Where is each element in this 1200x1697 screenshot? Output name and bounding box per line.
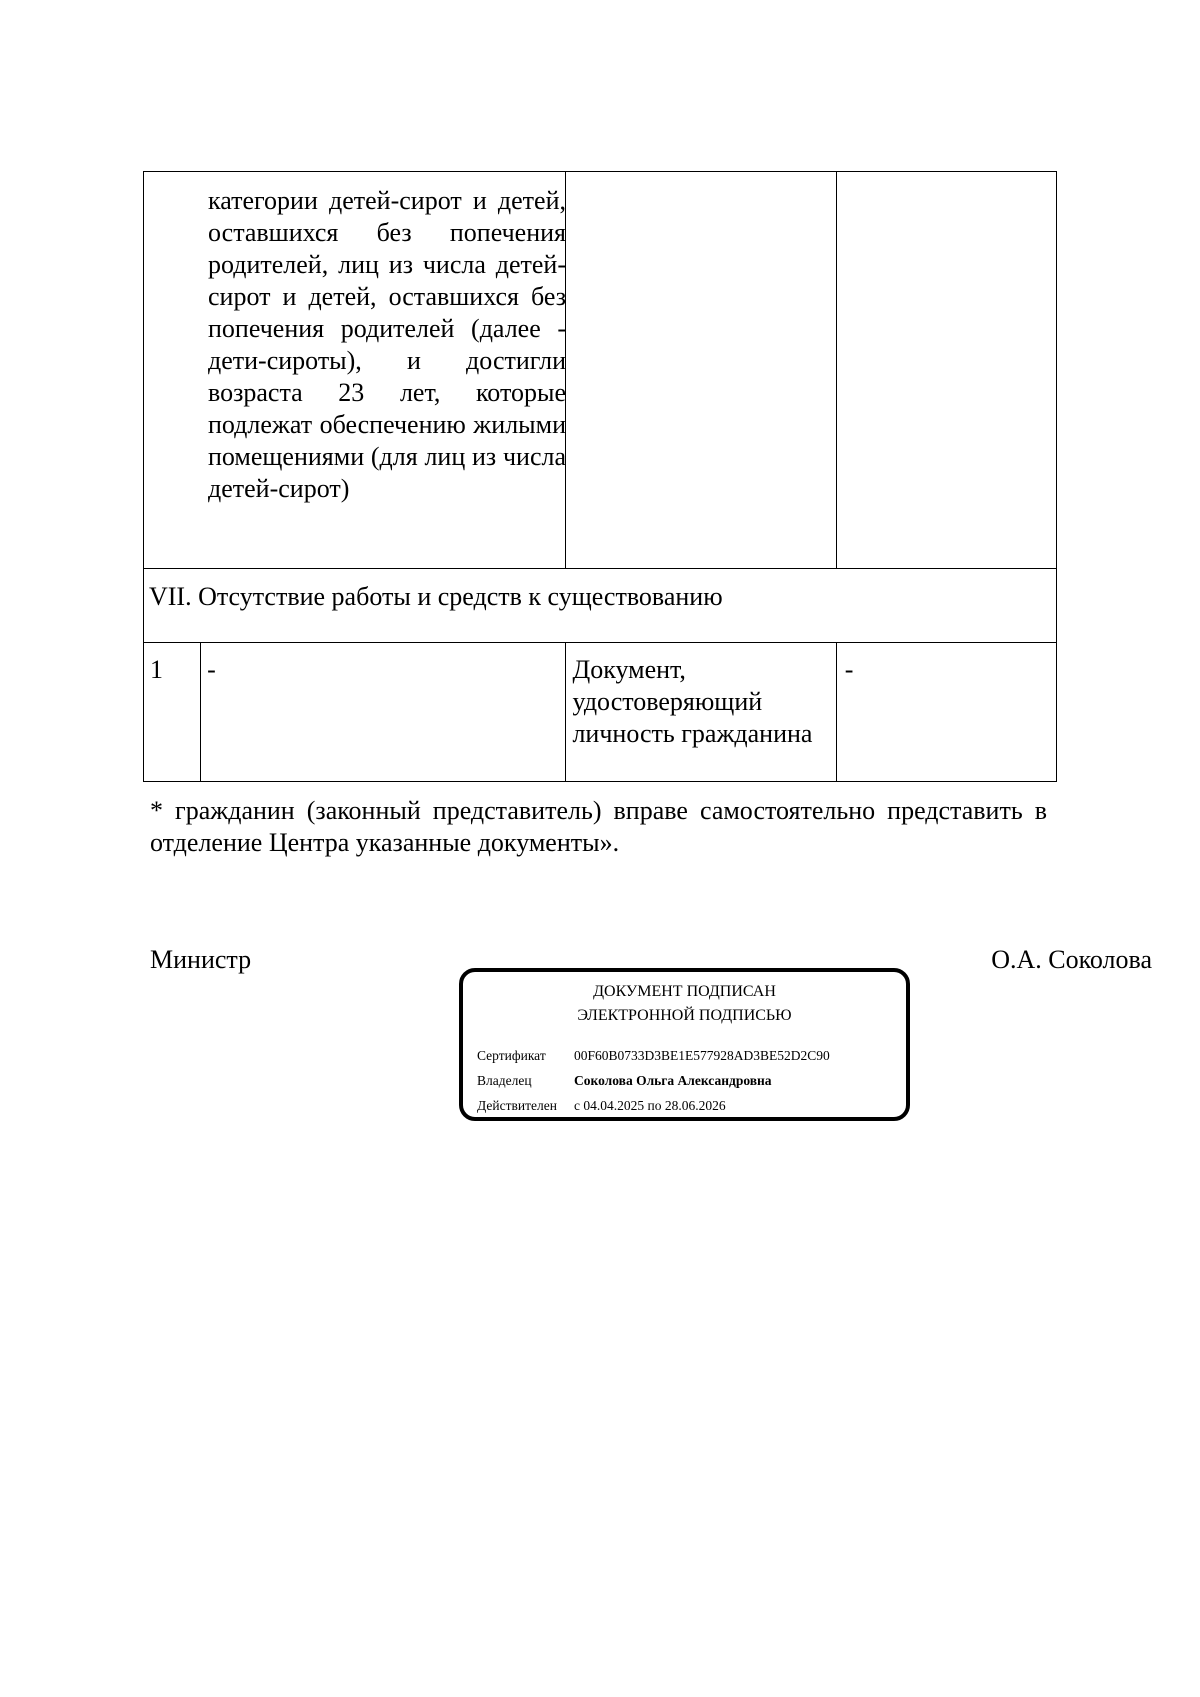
table-cell-empty: [566, 172, 836, 569]
row-col2-text: -: [207, 655, 216, 684]
signatory-name: О.А. Соколова: [991, 945, 1152, 974]
stamp-certificate-label: Сертификат: [477, 1048, 546, 1063]
table-row-section: [144, 569, 1057, 643]
documents-table: [143, 171, 1057, 782]
continuation-text: категории детей-сирот и детей, оставшихся без попечения родителей, лиц из числа детей-сирот и детей, оставшихся без попечения родителей (далее - дети-сироты), и достигли возраста 23 лет, которые подлежат обеспечению жилыми помещениями (для лиц из числа детей-сирот): [208, 186, 566, 503]
table-row-continuation: [144, 172, 1057, 569]
row-col3-cell: [566, 643, 836, 782]
row-col4-cell: [836, 643, 1056, 782]
stamp-validity-value: с 04.04.2025 по 28.06.2026: [574, 1098, 726, 1113]
section-heading: VII. Отсутствие работы и средств к существованию: [149, 582, 723, 611]
row-number: 1: [150, 655, 163, 684]
footnote: * гражданин (законный представитель) вправе самостоятельно представить в отделение Центра указанные документы».: [150, 796, 1047, 857]
signatory-title: Министр: [150, 945, 252, 974]
stamp-validity-label: Действителен: [477, 1098, 557, 1113]
table-cell-continuation: [144, 172, 566, 569]
row-col3-text: Документ, удостоверяющий личность гражданина: [572, 655, 813, 748]
stamp-heading-line1: ДОКУМЕНТ ПОДПИСАН: [593, 983, 776, 1000]
stamp-owner-label: Владелец: [477, 1073, 532, 1088]
stamp-heading-line2: ЭЛЕКТРОННОЙ ПОДПИСЬЮ: [577, 1007, 792, 1024]
electronic-signature-stamp: [459, 968, 910, 1121]
table-cell-empty: [836, 172, 1056, 569]
row-col2-cell: [201, 643, 566, 782]
stamp-owner-row: [477, 1073, 772, 1089]
stamp-certificate-row: [477, 1048, 830, 1064]
stamp-validity-row: [477, 1098, 726, 1114]
stamp-certificate-value: 00F60B0733D3BE1E577928AD3BE52D2C90: [574, 1048, 830, 1063]
section-heading-cell: [144, 569, 1057, 643]
row-col4-text: -: [844, 655, 854, 684]
stamp-owner-value: Соколова Ольга Александровна: [574, 1073, 772, 1088]
row-number-cell: [144, 643, 201, 782]
table-row: [144, 643, 1057, 782]
